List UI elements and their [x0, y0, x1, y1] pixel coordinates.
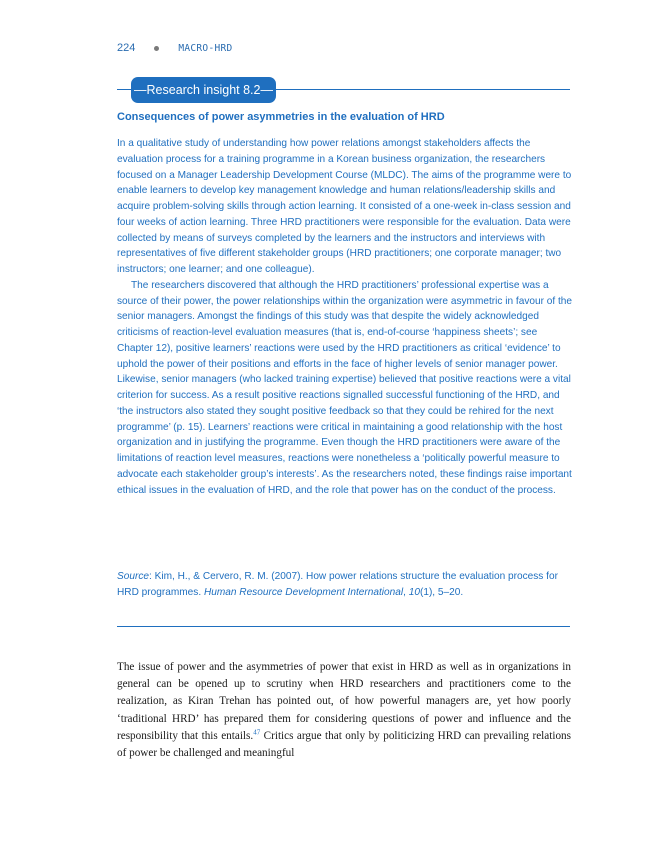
box-body: [117, 136, 572, 498]
page-number: 224: [117, 42, 136, 54]
box-title: Consequences of power asymmetries in the evaluation of HRD: [117, 111, 445, 123]
box-paragraph-2: The researchers discovered that although the HRD practitioners’ professional expertise was a source of their power, the power relationships within the organization were asymmetric in favour of the senior managers. Amongst the findings of this study was that despite the widely acknowledged criticisms of reaction-level evaluation measures (that is, end-of-course ‘happiness sheets’; see Chapter 12), positive learners’ reactions were used by the HRD practitioners as critical ‘evidence’ to uphold the power of their positions and efforts in the face of higher levels of senior manager power. Likewise, senior managers (who lacked training expertise) believed that positive reactions were a vital criterion for success. As a result positive reactions signalled successful functioning of the HRD, and ‘the instructors also stated they sought positive feedback so that they could be rehired for the next programme’ (p. 15). Learners’ reactions were critical in maintaining a good relationship with the host organization and in justifying the programme. Even though the HRD practitioners were aware of the limitations of reaction level measures, reactions were nonetheless a ‘politically powerful measure to advocate each stakeholder group’s interests’. As the researchers noted, these findings raise important ethical issues in the evaluation of HRD, and the role that power has on the conduct of the process.: [117, 279, 573, 496]
main-paragraph: [117, 659, 571, 762]
main-text-before-ref: The issue of power and the asymmetries of power that exist in HRD as well as in organizations in general can be opened up to scrutiny when HRD researchers and practitioners come to the realization, as Kiran Trehan has pointed out, of how powerful managers are, yet how poorly ‘traditional HRD’ has prepared them for considering questions of power and influence and the responsibility that this entails.: [117, 661, 571, 742]
box-paragraph-1: In a qualitative study of understanding how power relations amongst stakeholders affects the evaluation process for a training programme in a Korean business organization, the researchers focused on a Manager Leadership Development Course (MLDC). The aims of the programme were to enable learners to develop key management knowledge and human relations/leadership skills and acquire problem-solving skills through action learning. It consisted of a one-week in-class session and four weeks of action learning. Three HRD practitioners were responsible for the evaluation. Data were collected by means of surveys completed by the learners and the instructors and interviews with representatives of five different stakeholder groups (HRD practitioners; one corporate manager; two instructors; one learner; and one colleague).: [117, 138, 572, 275]
source-authors: : Kim, H., & Cervero, R. M. (2007). How power relations structure the evaluation process for HRD programmes.: [117, 571, 558, 598]
research-insight-label-text: Research insight 8.2: [146, 83, 261, 97]
main-body-text: [117, 659, 571, 762]
running-title: MACRO-HRD: [178, 42, 233, 54]
endnote-reference[interactable]: 47: [253, 728, 261, 737]
source-volume: 10: [408, 586, 420, 598]
source-citation: [117, 569, 572, 601]
running-header: [117, 42, 233, 54]
source-separator: ,: [403, 586, 409, 598]
source-label: Source: [117, 571, 149, 582]
main-text-after-ref: Critics argue that only by politicizing HRD can prevailing relations of power be challenged and meaningful: [117, 729, 571, 760]
source-journal: Human Resource Development International: [203, 586, 404, 598]
box-bottom-rule: [117, 626, 570, 627]
research-insight-label: — Research insight 8.2 —: [131, 77, 276, 103]
source-issue-pages: (1), 5–20.: [419, 586, 464, 598]
bullet-separator-icon: [154, 46, 159, 51]
